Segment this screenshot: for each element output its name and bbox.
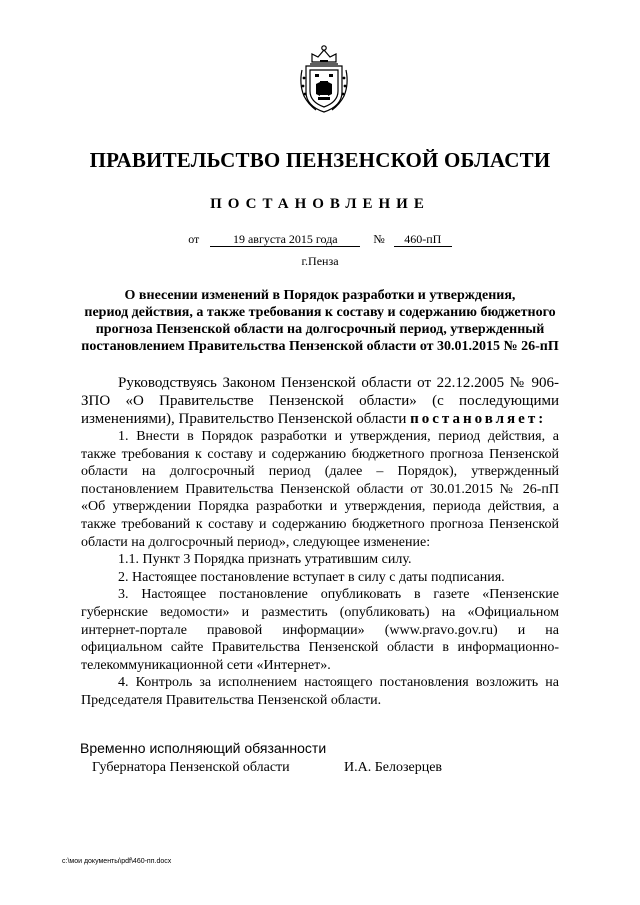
- paragraph-1-1: 1.1. Пункт 3 Порядка признать утратившим силу.: [118, 552, 412, 568]
- paragraph-1: 1. Внести в Порядок разработки и утверждения, период действия, а также требования к составу и содержанию бюджетного прогноза Пензенской области на долгосрочный период (далее – Порядок), утвержденный постановлением Правительства Пензенской области от 30.01.2015 № 26-пП «Об утверждении Порядка разработки и утверждения, периода действия, а также требований к составу и содержанию бюджетного прогноза Пензенской области на долгосрочный период», следующее изменение:: [81, 429, 559, 550]
- intro-text: Руководствуясь Законом Пензенской области от 22.12.2005 № 906-ЗПО «О Правительстве Пензенской области» (с последующими изменениями), Правительство Пензенской области: [81, 375, 559, 427]
- heading-line: прогноза Пензенской области на долгосрочный период, утвержденный: [95, 322, 545, 337]
- heading-line: постановлением Правительства Пензенской области от 30.01.2015 № 26-пП: [81, 339, 559, 354]
- signatory-name: И.А. Белозерцев: [344, 760, 443, 775]
- document-date: 19 августа 2015 года: [210, 233, 360, 247]
- paragraph-3: 3. Настоящее постановление опубликовать в газете «Пензенские губернские ведомости» и разместить (опубликовать) на «Официальном интернет-портале правовой информации» (www.pravo.gov.ru) и на официальном сайте Правительства Пензенской области в информационно-телекоммуникационной сети «Интернет».: [81, 587, 559, 673]
- coat-of-arms-icon: [298, 44, 350, 114]
- document-number: 460-пП: [394, 233, 452, 247]
- paragraph-2: 2. Настоящее постановление вступает в силу с даты подписания.: [118, 569, 505, 585]
- document-heading: [0, 287, 640, 355]
- date-number-line: [0, 232, 640, 247]
- decree-word: постановляет:: [410, 411, 547, 427]
- file-path: c:\мои документы\pdf\460-пп.docx: [62, 858, 172, 865]
- document-body: [81, 374, 559, 710]
- number-prefix: №: [373, 232, 385, 246]
- signatory-position: Временно исполняющий обязанности: [80, 740, 327, 756]
- document-type: ПОСТАНОВЛЕНИЕ: [210, 196, 430, 212]
- paragraph-4: 4. Контроль за исполнением настоящего постановления возложить на Председателя Правительства Пензенской области.: [81, 675, 559, 708]
- signatory-office: Губернатора Пензенской области: [92, 760, 290, 775]
- government-title: ПРАВИТЕЛЬСТВО ПЕНЗЕНСКОЙ ОБЛАСТИ: [89, 148, 551, 172]
- heading-line: О внесении изменений в Порядок разработки и утверждения,: [124, 288, 516, 303]
- city: г.Пенза: [301, 254, 339, 268]
- intro-paragraph: [81, 374, 559, 428]
- date-prefix: от: [188, 232, 200, 246]
- heading-line: период действия, а также требования к составу и содержанию бюджетного: [84, 305, 556, 320]
